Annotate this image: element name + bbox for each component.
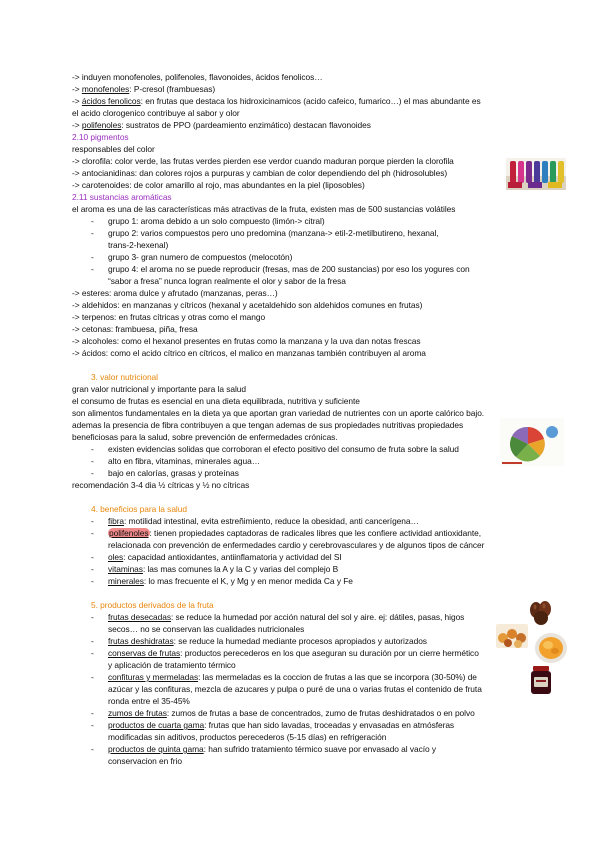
dates-image — [528, 600, 554, 626]
list-item — [108, 564, 338, 575]
text-line: beneficiosas para la salud, sobre prevención de enfermedades crónicas. — [72, 432, 338, 442]
canned-peach-image — [534, 632, 568, 664]
text-line: secos… no se conservan las cualidades nutricionales — [108, 624, 305, 634]
section-heading: 5. productos derivados de la fruta — [91, 600, 214, 610]
list-item — [108, 612, 464, 623]
list-item: - grupo 1: aroma debido a un solo compuesto (limón-> citral) — [108, 216, 325, 227]
text-line: ronda entre el 35-45% — [108, 696, 190, 706]
term: vitaminas — [108, 564, 143, 574]
term: frutas desecadas — [108, 612, 171, 622]
text-line: modificadas sin aditivos, productos perecederos (5-15 días) en refrigeración — [108, 732, 387, 742]
text-line: responsables del color — [72, 144, 155, 154]
arrow: -> — [72, 120, 82, 130]
text-line: -> esteres: aroma dulce y afrutado (manzanas, peras…) — [72, 288, 278, 298]
text-line: -> induyen monofenoles, polifenoles, flavonoides, ácidos fenolicos… — [72, 72, 323, 82]
text-line: “sabor a fresa” nunca logran realmente el olor y sabor de la fresa — [108, 276, 346, 286]
definition: : tienen propiedades captadoras de radicales libres que les confiere actividad antioxidante, — [149, 528, 482, 538]
text-line: gran valor nutricional y importante para la salud — [72, 384, 246, 394]
term: monofenoles — [81, 84, 130, 94]
term: minerales — [108, 576, 144, 586]
section-heading: 2.11 sustancias aromáticas — [72, 192, 172, 202]
list-item: - grupo 2: varios compuestos pero uno predomina (manzana-> etil-2-metilbutireno, hexanal, — [108, 228, 439, 239]
text-line: recomendación 3-4 dia ½ cítricas y ½ no cítricas — [72, 480, 250, 490]
list-item: - grupo 4: el aroma no se puede reproducir (fresas, mas de 200 sustancias) por eso los yogures con — [108, 264, 470, 275]
term: zumos de frutas — [108, 708, 167, 718]
term: oles — [108, 552, 124, 562]
section-heading: 2.10 pigmentos — [72, 132, 129, 142]
text-line: el aroma es una de las características más atractivas de la fruta, existen mas de 500 sustancias volátiles — [72, 204, 456, 214]
term: polifenoles — [81, 120, 122, 130]
text-line: -> cetonas: frambuesa, piña, fresa — [72, 324, 198, 334]
arrow: -> — [72, 84, 82, 94]
term-highlighted: polifenoles — [109, 528, 149, 538]
definition: : en frutas que destaca los hidroxicinamicos (acido cafeico, fumarico…) el mas abundante es — [140, 96, 481, 106]
text-line: -> aldehidos: en manzanas y cítricos (hexanal y acetaldehido son aldehidos comunes en frutas) — [72, 300, 423, 310]
text-line: son alimentos fundamentales en la dieta ya que aportan gran variedad de nutrientes con un aporte calórico bajo. — [72, 408, 485, 418]
section-heading: 3. valor nutricional — [91, 372, 158, 382]
definition: : las mas comunes la A y la C y varias del complejo B — [142, 564, 339, 574]
definition: : P-cresol (frambuesas) — [129, 84, 216, 94]
list-item — [108, 576, 353, 587]
list-item: - existen evidencias solidas que corroboran el efecto positivo del consumo de fruta sobre la salud — [108, 444, 459, 455]
list-item — [108, 720, 454, 731]
text-line: ademas la presencia de fibra contribuyen a que tengan ademas de sus propiedades nutritivas propiedades — [72, 420, 464, 430]
text-line: el consumo de frutas es esencial en una dieta equilibrada, nutritiva y suficiente — [72, 396, 360, 406]
definition: : lo mas frecuente el K, y Mg y en menor medida Ca y Fe — [143, 576, 353, 586]
list-item: - grupo 3- gran numero de compuestos (melocotón) — [108, 252, 292, 263]
list-item — [108, 708, 475, 719]
section-heading: 4. beneficios para la salud — [91, 504, 187, 514]
term: ácidos fenolicos — [81, 96, 141, 106]
term: productos de quinta gama — [108, 744, 204, 754]
definition: : se reduce la humedad mediante procesos apropiados y autorizados — [173, 636, 427, 646]
list-item — [108, 516, 419, 527]
definition: : capacidad antioxidantes, antiinflamatoria y actividad del SI — [123, 552, 342, 562]
definition: : sustratos de PPO (pardeamiento enzimático) destacan flavonoides — [121, 120, 371, 130]
definition: : zumos de frutas a base de concentrados, zumo de frutas deshidratados o en polvo — [166, 708, 475, 718]
list-item — [108, 636, 427, 647]
term: frutas deshidratas — [108, 636, 174, 646]
list-item — [108, 648, 479, 659]
pigment-vials-image — [506, 158, 566, 190]
dried-fruit-image — [496, 624, 528, 648]
text-line: relacionada con prevención de enfermedades cardio y cerebrovasculares y de algunos tipos de cáncer — [108, 540, 485, 550]
text-line — [72, 96, 481, 107]
definition: : se reduce la humedad por acción natural del sol y aire. ej: dátiles, pasas, higos — [170, 612, 465, 622]
term: confituras y mermeladas — [108, 672, 199, 682]
nutrition-plate-image — [500, 418, 564, 466]
text-line: azúcar y las confituras, mezcla de azucares y pulpa o puré de una o varias frutas el contenido de fruta — [108, 684, 482, 694]
definition: : han sufrido tratamiento térmico suave por envasado al vacío y — [203, 744, 437, 754]
text-line: -> alcoholes: como el hexanol presentes en frutas como la manzana y la uva dan notas frescas — [72, 336, 421, 346]
text-line: -> antocianidinas: dan colores rojos a purpuras y cambian de color dependiendo del ph (hidrosolubles) — [72, 168, 448, 178]
definition: : motilidad intestinal, evita estreñimiento, reduce la obesidad, anti cancerígena… — [124, 516, 419, 526]
text-line — [72, 120, 371, 131]
text-line: conservacion en frio — [108, 756, 182, 766]
text-line: -> ácidos: como el acido cítrico en cítricos, el malico en manzanas también contribuyen al aroma — [72, 348, 426, 358]
term: fibra — [108, 516, 125, 526]
text-line — [72, 84, 215, 95]
text-line: -> terpenos: en frutas cítricas y otras como el mango — [72, 312, 266, 322]
term: conservas de frutas — [108, 648, 181, 658]
text-line: -> clorofila: color verde, las frutas verdes pierden ese verdor cuando maduran porque pierden la clorofila — [72, 156, 454, 166]
text-line: -> carotenoides: de color amarillo al rojo, mas abundantes en la piel (liposobles) — [72, 180, 365, 190]
term: productos de cuarta gama — [108, 720, 205, 730]
list-item: - alto en fibra, vitaminas, minerales agua… — [108, 456, 260, 467]
list-item — [108, 528, 481, 539]
list-item: - bajo en calorías, grasas y proteínas — [108, 468, 239, 479]
text-line: y aplicación de tratamiento térmico — [108, 660, 236, 670]
definition: : frutas que han sido lavadas, troceadas y envasadas en atmósferas — [204, 720, 455, 730]
list-item — [108, 552, 342, 563]
text-line: trans-2-hexenal) — [108, 240, 169, 250]
list-item — [108, 672, 477, 683]
jam-jar-image — [530, 666, 552, 694]
list-item — [108, 744, 436, 755]
arrow: -> — [72, 96, 82, 106]
definition: : productos perecederos en los que aseguran su duración por un cierre hermético — [180, 648, 479, 658]
definition: : las mermeladas es la coccion de frutas a las que se incorpora (30-50%) de — [198, 672, 477, 682]
text-line: el acido clorogenico contribuye al sabor y olor — [72, 108, 240, 118]
